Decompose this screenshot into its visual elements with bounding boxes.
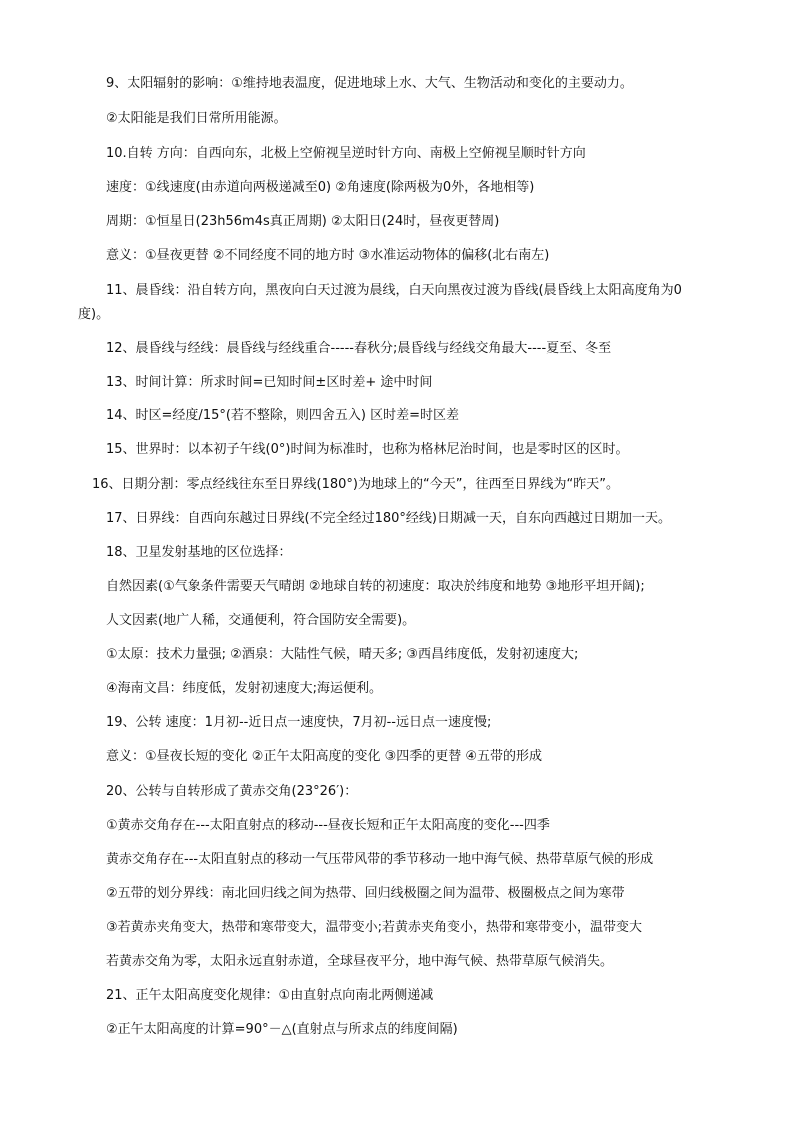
text-line-1: 9、太阳辐射的影响：①维持地表温度，促进地球上水、大气、生物活动和变化的主要动力。 <box>106 76 633 91</box>
text-line-8: 度)。 <box>78 307 110 322</box>
text-line-16: 自然因素(①气象条件需要天气晴朗 ②地球自转的初速度：取决於纬度和地势 ③地形平坦开阔); <box>106 579 645 594</box>
text-line-12: 15、世界时：以本初子午线(0°)时间为标准时，也称为格林尼治时间，也是零时区的区时。 <box>106 442 629 457</box>
text-line-17: 人文因素(地广人稀，交通便利，符合国防安全需要)。 <box>106 613 416 628</box>
text-line-10: 13、时间计算：所求时间=已知时间±区时差+ 途中时间 <box>106 375 433 390</box>
text-line-27: 若黄赤交角为零，太阳永远直射赤道，全球昼夜平分，地中海气候、热带草原气候消失。 <box>106 954 614 969</box>
text-line-15: 18、卫星发射基地的区位选择： <box>106 545 292 560</box>
text-line-20: 19、公转 速度：1月初--近日点一速度快，7月初--远日点一速度慢; <box>106 715 492 730</box>
text-line-9: 12、晨昏线与经线：晨昏线与经线重合-----春秋分;晨昏线与经线交角最大----夏至、冬至 <box>106 341 612 356</box>
text-line-24: 黄赤交角存在---太阳直射点的移动一气压带风带的季节移动一地中海气候、热带草原气候的形成 <box>106 852 654 867</box>
text-line-7: 11、晨昏线：沿自转方向，黑夜向白天过渡为晨线，白天向黑夜过渡为昏线(晨昏线上太阳高度角为0 <box>106 283 682 298</box>
text-line-22: 20、公转与自转形成了黄赤交角(23°26′)： <box>106 784 358 799</box>
text-line-21: 意义：①昼夜长短的变化 ②正午太阳高度的变化 ③四季的更替 ④五带的形成 <box>106 749 543 764</box>
text-line-26: ③若黄赤夹角变大，热带和寒带变大，温带变小;若黄赤夹角变小，热带和寒带变小，温带变大 <box>106 920 643 935</box>
text-line-6: 意义：①昼夜更替 ②不同经度不同的地方时 ③水准运动物体的偏移(北右南左) <box>106 248 550 263</box>
text-line-13: 16、日期分割：零点经线往东至日界线(180°)为地球上的“今天”，往西至日界线为“昨天”。 <box>92 477 619 492</box>
text-line-5: 周期：①恒星日(23h56m4s真正周期) ②太阳日(24时，昼夜更替周) <box>106 214 500 229</box>
text-line-28: 21、正午太阳高度变化规律：①由直射点向南北两侧递减 <box>106 988 434 1003</box>
text-line-11: 14、时区=经度/15°(若不整除，则四舍五入) 区时差=时区差 <box>106 408 460 423</box>
text-line-14: 17、日界线：自西向东越过日界线(不完全经过180°经线)日期减一天，自东向西越过日期加一天。 <box>106 511 671 526</box>
text-line-29: ②正午太阳高度的计算=90°－△(直射点与所求点的纬度间隔) <box>106 1022 458 1037</box>
text-line-18: ①太原：技术力量强; ②酒泉：大陆性气候，晴天多; ③西昌纬度低，发射初速度大; <box>106 647 579 662</box>
text-line-19: ④海南文昌：纬度低，发射初速度大;海运便利。 <box>106 681 383 696</box>
text-line-23: ①黄赤交角存在---太阳直射点的移动---昼夜长短和正午太阳高度的变化---四季 <box>106 818 550 833</box>
text-line-25: ②五带的划分界线：南北回归线之间为热带、回归线极圈之间为温带、极圈极点之间为寒带 <box>106 886 625 901</box>
text-line-3: 10.自转 方向：自西向东，北极上空俯视呈逆时针方向、南极上空俯视呈顺时针方向 <box>106 146 586 161</box>
text-line-2: ②太阳能是我们日常所用能源。 <box>106 111 287 126</box>
text-line-4: 速度：①线速度(由赤道向两极递减至0) ②角速度(除两极为0外，各地相等) <box>106 180 535 195</box>
